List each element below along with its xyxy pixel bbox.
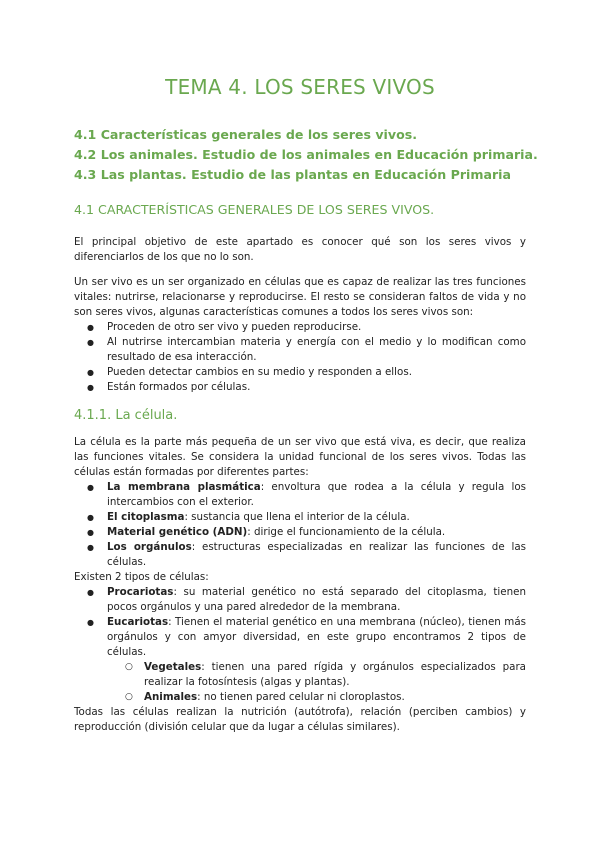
- subheading-la-celula: 4.1.1. La célula.: [74, 408, 178, 423]
- cell-type-item: [74, 615, 526, 705]
- eukaryote-type-desc: : no tienen pared celular ni cloroplastos.: [197, 691, 405, 703]
- cell-part-item: [74, 480, 526, 510]
- cell-type-term: Eucariotas: [107, 616, 169, 628]
- cell-part-item: [74, 540, 526, 570]
- intro-paragraph: El principal objetivo de este apartado es conocer qué son los seres vivos y diferenciarlos de los que no lo son.: [74, 236, 526, 263]
- cell-paragraph: La célula es la parte más pequeña de un ser vivo que está viva, es decir, que realiza las funciones vitales. Se considera la unidad funcional de los seres vivos. Todas las células están formadas por diferentes partes:: [74, 436, 526, 478]
- cell-part-desc: : dirige el funcionamiento de la célula.: [247, 526, 446, 538]
- eukaryote-type-item: [107, 660, 526, 690]
- cell-type-item: [74, 585, 526, 615]
- feature-item: ● Al nutrirse intercambian materia y energía con el medio y lo modifican como resultado de esa interacción.: [74, 335, 526, 365]
- cell-parts-list: [74, 480, 526, 570]
- table-of-contents: [74, 125, 538, 185]
- cell-type-desc: : su material genético no está separado del citoplasma, tienen pocos orgánulos y una pared alrededor de la membrana.: [107, 586, 526, 613]
- cell-part-term: Material genético (ADN): [107, 526, 248, 538]
- feature-item: ● Proceden de otro ser vivo y pueden reproducirse.: [74, 320, 526, 335]
- cell-part-desc: : envoltura que rodea a la célula y regula los intercambios con el exterior.: [107, 481, 526, 508]
- cell-part-item: [74, 510, 526, 525]
- section-heading: 4.1 CARACTERÍSTICAS GENERALES DE LOS SERES VIVOS.: [74, 202, 435, 217]
- cell-type-desc: : Tienen el material genético en una membrana (núcleo), tienen más orgánulos y con amyor diversidad, en este grupo encontramos 2 tipos de células.: [107, 616, 526, 658]
- eukaryote-type-term: Vegetales: [144, 661, 202, 673]
- eukaryote-type-desc: : tienen una pared rígida y orgánulos especializados para realizar la fotosíntesis (algas y plantas).: [144, 661, 526, 688]
- toc-item-4-3: 4.3 Las plantas. Estudio de las plantas en Educación Primaria: [74, 167, 511, 182]
- feature-item: ● Pueden detectar cambios en su medio y responden a ellos.: [74, 365, 526, 380]
- features-list: [74, 320, 526, 395]
- toc-item-4-1: 4.1 Características generales de los seres vivos.: [74, 127, 418, 142]
- cell-part-desc: : sustancia que llena el interior de la célula.: [184, 511, 410, 523]
- cell-part-desc: : estructuras especializadas en realizar las funciones de las células.: [107, 541, 526, 568]
- eukaryote-type-item: [107, 690, 526, 705]
- cell-part-term: Los orgánulos: [107, 541, 192, 553]
- document-title: TEMA 4. LOS SERES VIVOS: [165, 75, 435, 99]
- feature-item: ● Están formados por células.: [74, 380, 526, 395]
- cell-part-item: [74, 525, 526, 540]
- cell-part-term: El citoplasma: [107, 511, 185, 523]
- closing-paragraph: Todas las células realizan la nutrición (autótrofa), relación (perciben cambios) y reproducción (división celular que da lugar a células similares).: [74, 706, 526, 733]
- ser-vivo-paragraph: Un ser vivo es un ser organizado en células que es capaz de realizar las tres funciones vitales: nutrirse, relacionarse y reproducirse. El resto se consideran faltos de vida y no son seres vivos, algunas características comunes a todos los seres vivos son:: [74, 276, 526, 318]
- eukaryote-type-term: Animales: [144, 691, 198, 703]
- eukaryote-types-list: [107, 660, 526, 705]
- types-intro: Existen 2 tipos de células:: [74, 571, 209, 583]
- toc-item-4-2: 4.2 Los animales. Estudio de los animales en Educación primaria.: [74, 147, 538, 162]
- cell-part-term: La membrana plasmática: [107, 481, 261, 493]
- cell-type-term: Procariotas: [107, 586, 174, 598]
- cell-types-list: [74, 585, 526, 705]
